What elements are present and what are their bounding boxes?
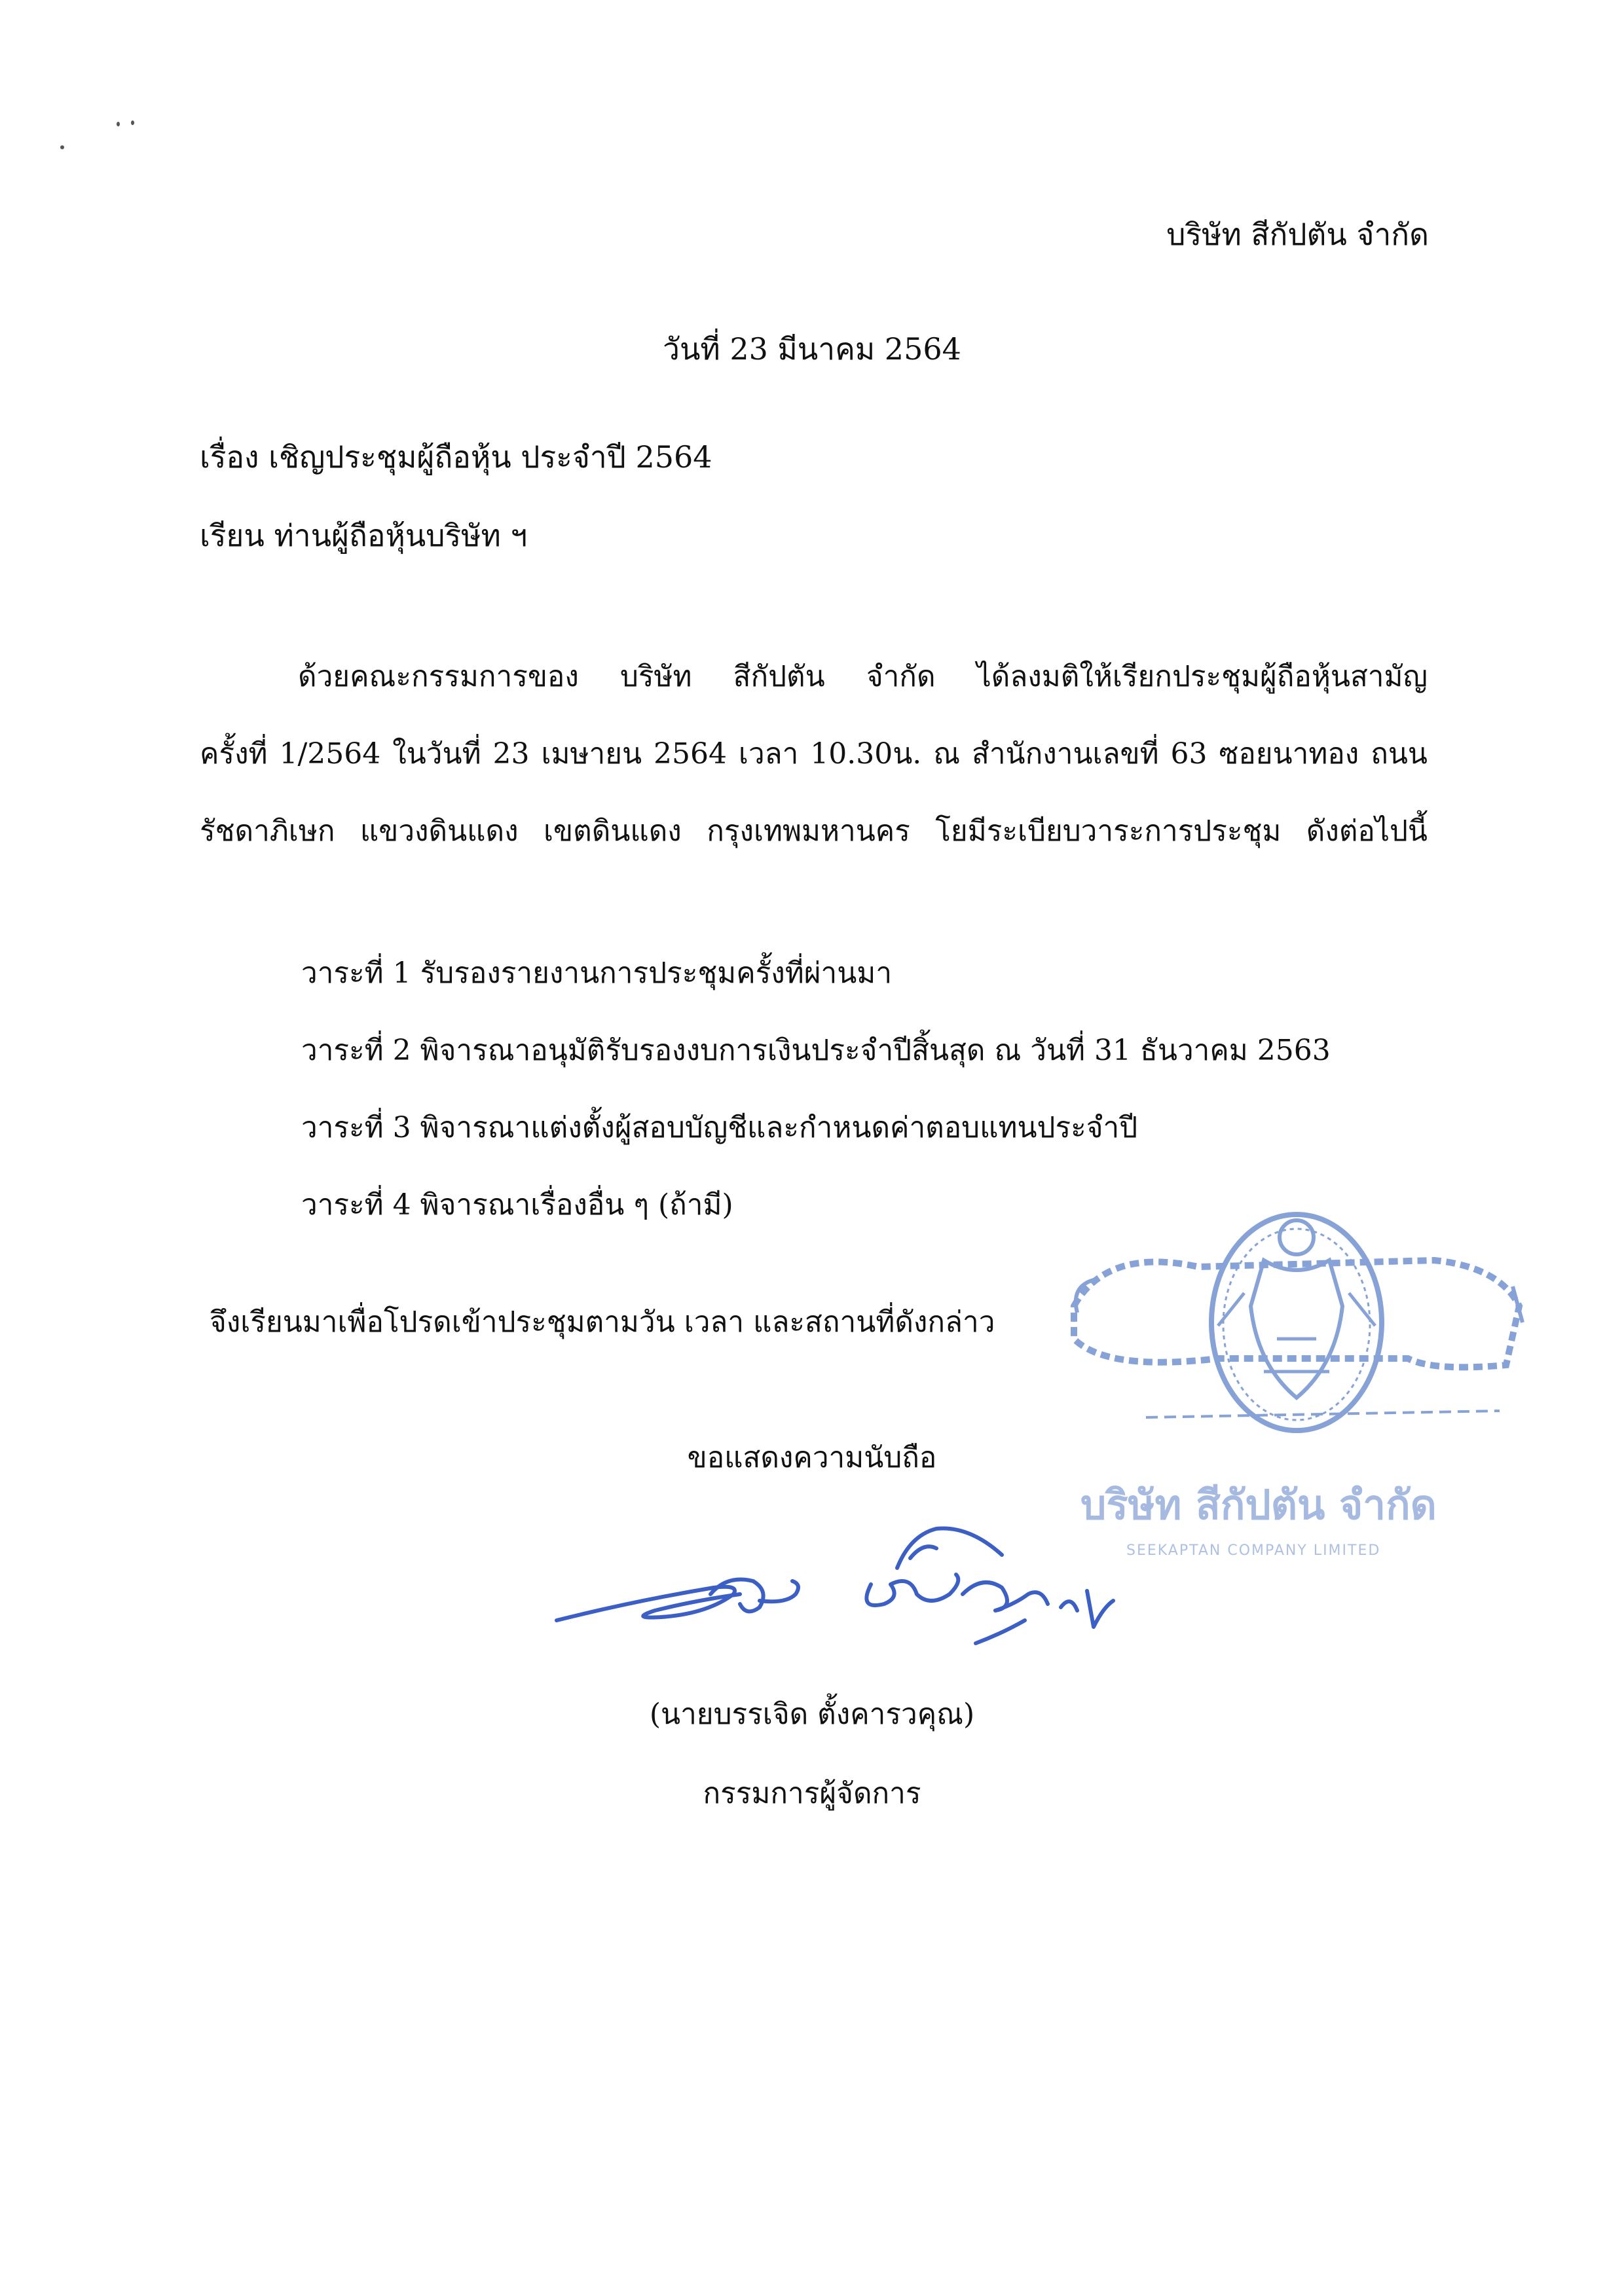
agenda-list (301, 935, 1331, 1244)
scan-speck (117, 122, 120, 126)
letter-body (200, 638, 1428, 870)
regards-line: ขอแสดงความนับถือ (687, 1441, 937, 1474)
letter-recipient: เรียน ท่านผู้ถือหุ้นบริษัท ฯ (200, 518, 528, 553)
agenda-item: วาระที่ 4 พิจารณาเรื่องอื่น ๆ (ถ้ามี) (301, 1188, 733, 1222)
letter-subject: เรื่อง เชิญประชุมผู้ถือหุ้น ประจำปี 2564 (200, 439, 712, 475)
stamp-subtext: SEEKAPTAN COMPANY LIMITED (1126, 1542, 1381, 1559)
signer-position: กรรมการผู้จัดการ (703, 1777, 921, 1810)
letter-date: วันที่ 23 มีนาคม 2564 (663, 331, 961, 367)
company-name: บริษัท สีกัปตัน จำกัด (1166, 217, 1429, 252)
scan-speck (131, 120, 134, 125)
closing-line: จึงเรียนมาเพื่อโปรดเข้าประชุมตามวัน เวลา และสถานที่ดังกล่าว (210, 1305, 995, 1339)
agenda-item: วาระที่ 1 รับรองรายงานการประชุมครั้งที่ผ่านมา (301, 957, 893, 990)
agenda-item: วาระที่ 3 พิจารณาแต่งตั้งผู้สอบบัญชีและกำหนดค่าตอบแทนประจำปี (301, 1111, 1138, 1144)
handwritten-signature (544, 1496, 1172, 1686)
body-line: ด้วยคณะกรรมการของ บริษัท สีกัปตัน จำกัด ได้ลงมติให้เรียกประชุมผู้ถือหุ้นสามัญ (298, 660, 1428, 693)
stamp-text: บริษัท สีกัปตัน จำกัด (1080, 1481, 1437, 1529)
body-line: รัชดาภิเษก แขวงดินแดง เขตดินแดง กรุงเทพมหานคร โยมีระเบียบวาระการประชุม ดังต่อไปนี้ (200, 814, 1428, 848)
agenda-item: วาระที่ 2 พิจารณาอนุมัติรับรองงบการเงินประจำปีสิ้นสุด ณ วันที่ 31 ธันวาคม 2563 (301, 1034, 1331, 1067)
scan-speck (60, 145, 64, 149)
signer-name: (นายบรรเจิด ตั้งคารวคุณ) (649, 1698, 975, 1731)
body-line: ครั้งที่ 1/2564 ในวันที่ 23 เมษายน 2564 เวลา 10.30น. ณ สำนักงานเลขที่ 63 ซอยนาทอง ถนน (200, 737, 1428, 771)
